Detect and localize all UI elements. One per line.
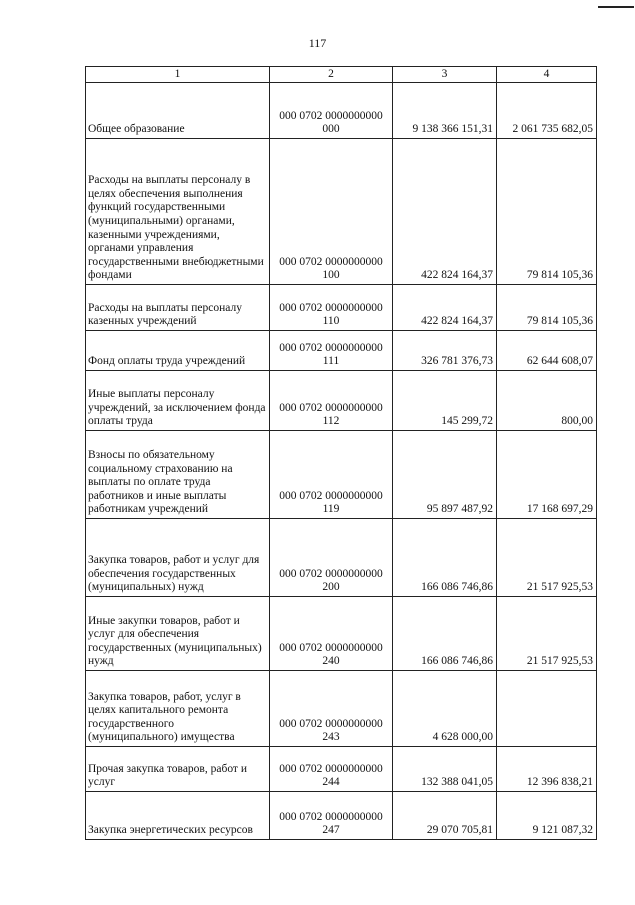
row-name: Взносы по обязательному социальному страхованию на выплаты по оплате труда работников и иные выплаты работникам учреждений [86, 431, 270, 519]
row-value-col3: 422 824 164,37 [393, 139, 497, 285]
row-name: Общее образование [86, 83, 270, 139]
row-value-col4: 62 644 608,07 [497, 331, 597, 371]
table-row [86, 331, 597, 371]
row-value-col4: 79 814 105,36 [497, 285, 597, 331]
row-value-col4: 79 814 105,36 [497, 139, 597, 285]
table-row [86, 371, 597, 431]
row-value-col4: 12 396 838,21 [497, 747, 597, 792]
column-header-4: 4 [497, 67, 597, 83]
row-value-col3: 166 086 746,86 [393, 597, 497, 671]
row-value-col4: 17 168 697,29 [497, 431, 597, 519]
table-row [86, 671, 597, 747]
row-name: Иные закупки товаров, работ и услуг для обеспечения государственных (муниципальных) нужд [86, 597, 270, 671]
row-code: 000 0702 0000000000 110 [270, 285, 393, 331]
row-value-col4 [497, 671, 597, 747]
row-code: 000 0702 0000000000 243 [270, 671, 393, 747]
row-code: 000 0702 0000000000 200 [270, 519, 393, 597]
table-row [86, 792, 597, 840]
row-value-col4: 2 061 735 682,05 [497, 83, 597, 139]
row-code: 000 0702 0000000000 112 [270, 371, 393, 431]
row-value-col3: 422 824 164,37 [393, 285, 497, 331]
row-value-col3: 95 897 487,92 [393, 431, 497, 519]
column-header-3: 3 [393, 67, 497, 83]
row-name: Иные выплаты персоналу учреждений, за исключением фонда оплаты труда [86, 371, 270, 431]
row-value-col3: 166 086 746,86 [393, 519, 497, 597]
row-value-col3: 4 628 000,00 [393, 671, 497, 747]
row-code: 000 0702 0000000000 247 [270, 792, 393, 840]
row-name: Расходы на выплаты персоналу казенных учреждений [86, 285, 270, 331]
budget-table [85, 66, 597, 840]
row-name: Фонд оплаты труда учреждений [86, 331, 270, 371]
page-number: 117 [308, 36, 327, 50]
table-row [86, 597, 597, 671]
column-header-2: 2 [270, 67, 393, 83]
row-value-col3: 9 138 366 151,31 [393, 83, 497, 139]
row-name: Прочая закупка товаров, работ и услуг [86, 747, 270, 792]
table-header-row [86, 67, 597, 83]
row-value-col3: 29 070 705,81 [393, 792, 497, 840]
table-row [86, 83, 597, 139]
row-name: Расходы на выплаты персоналу в целях обеспечения выполнения функций государственными (муниципальными) органами, казенными учреждениями, органами управления государственными внебюджетными фондами [86, 139, 270, 285]
column-header-1: 1 [86, 67, 270, 83]
row-code: 000 0702 0000000000 240 [270, 597, 393, 671]
row-name: Закупка товаров, работ, услуг в целях капитального ремонта государственного (муниципального) имущества [86, 671, 270, 747]
row-value-col3: 326 781 376,73 [393, 331, 497, 371]
row-value-col4: 21 517 925,53 [497, 597, 597, 671]
row-value-col4: 800,00 [497, 371, 597, 431]
row-code: 000 0702 0000000000 244 [270, 747, 393, 792]
scan-edge-mark [598, 6, 634, 8]
row-name: Закупка энергетических ресурсов [86, 792, 270, 840]
row-value-col3: 145 299,72 [393, 371, 497, 431]
row-value-col4: 9 121 087,32 [497, 792, 597, 840]
row-value-col3: 132 388 041,05 [393, 747, 497, 792]
table-row [86, 285, 597, 331]
row-code: 000 0702 0000000000 111 [270, 331, 393, 371]
row-code: 000 0702 0000000000 100 [270, 139, 393, 285]
row-code: 000 0702 0000000000 000 [270, 83, 393, 139]
table-row [86, 431, 597, 519]
row-name: Закупка товаров, работ и услуг для обеспечения государственных (муниципальных) нужд [86, 519, 270, 597]
table-row [86, 519, 597, 597]
table-row [86, 139, 597, 285]
table-row [86, 747, 597, 792]
row-value-col4: 21 517 925,53 [497, 519, 597, 597]
row-code: 000 0702 0000000000 119 [270, 431, 393, 519]
